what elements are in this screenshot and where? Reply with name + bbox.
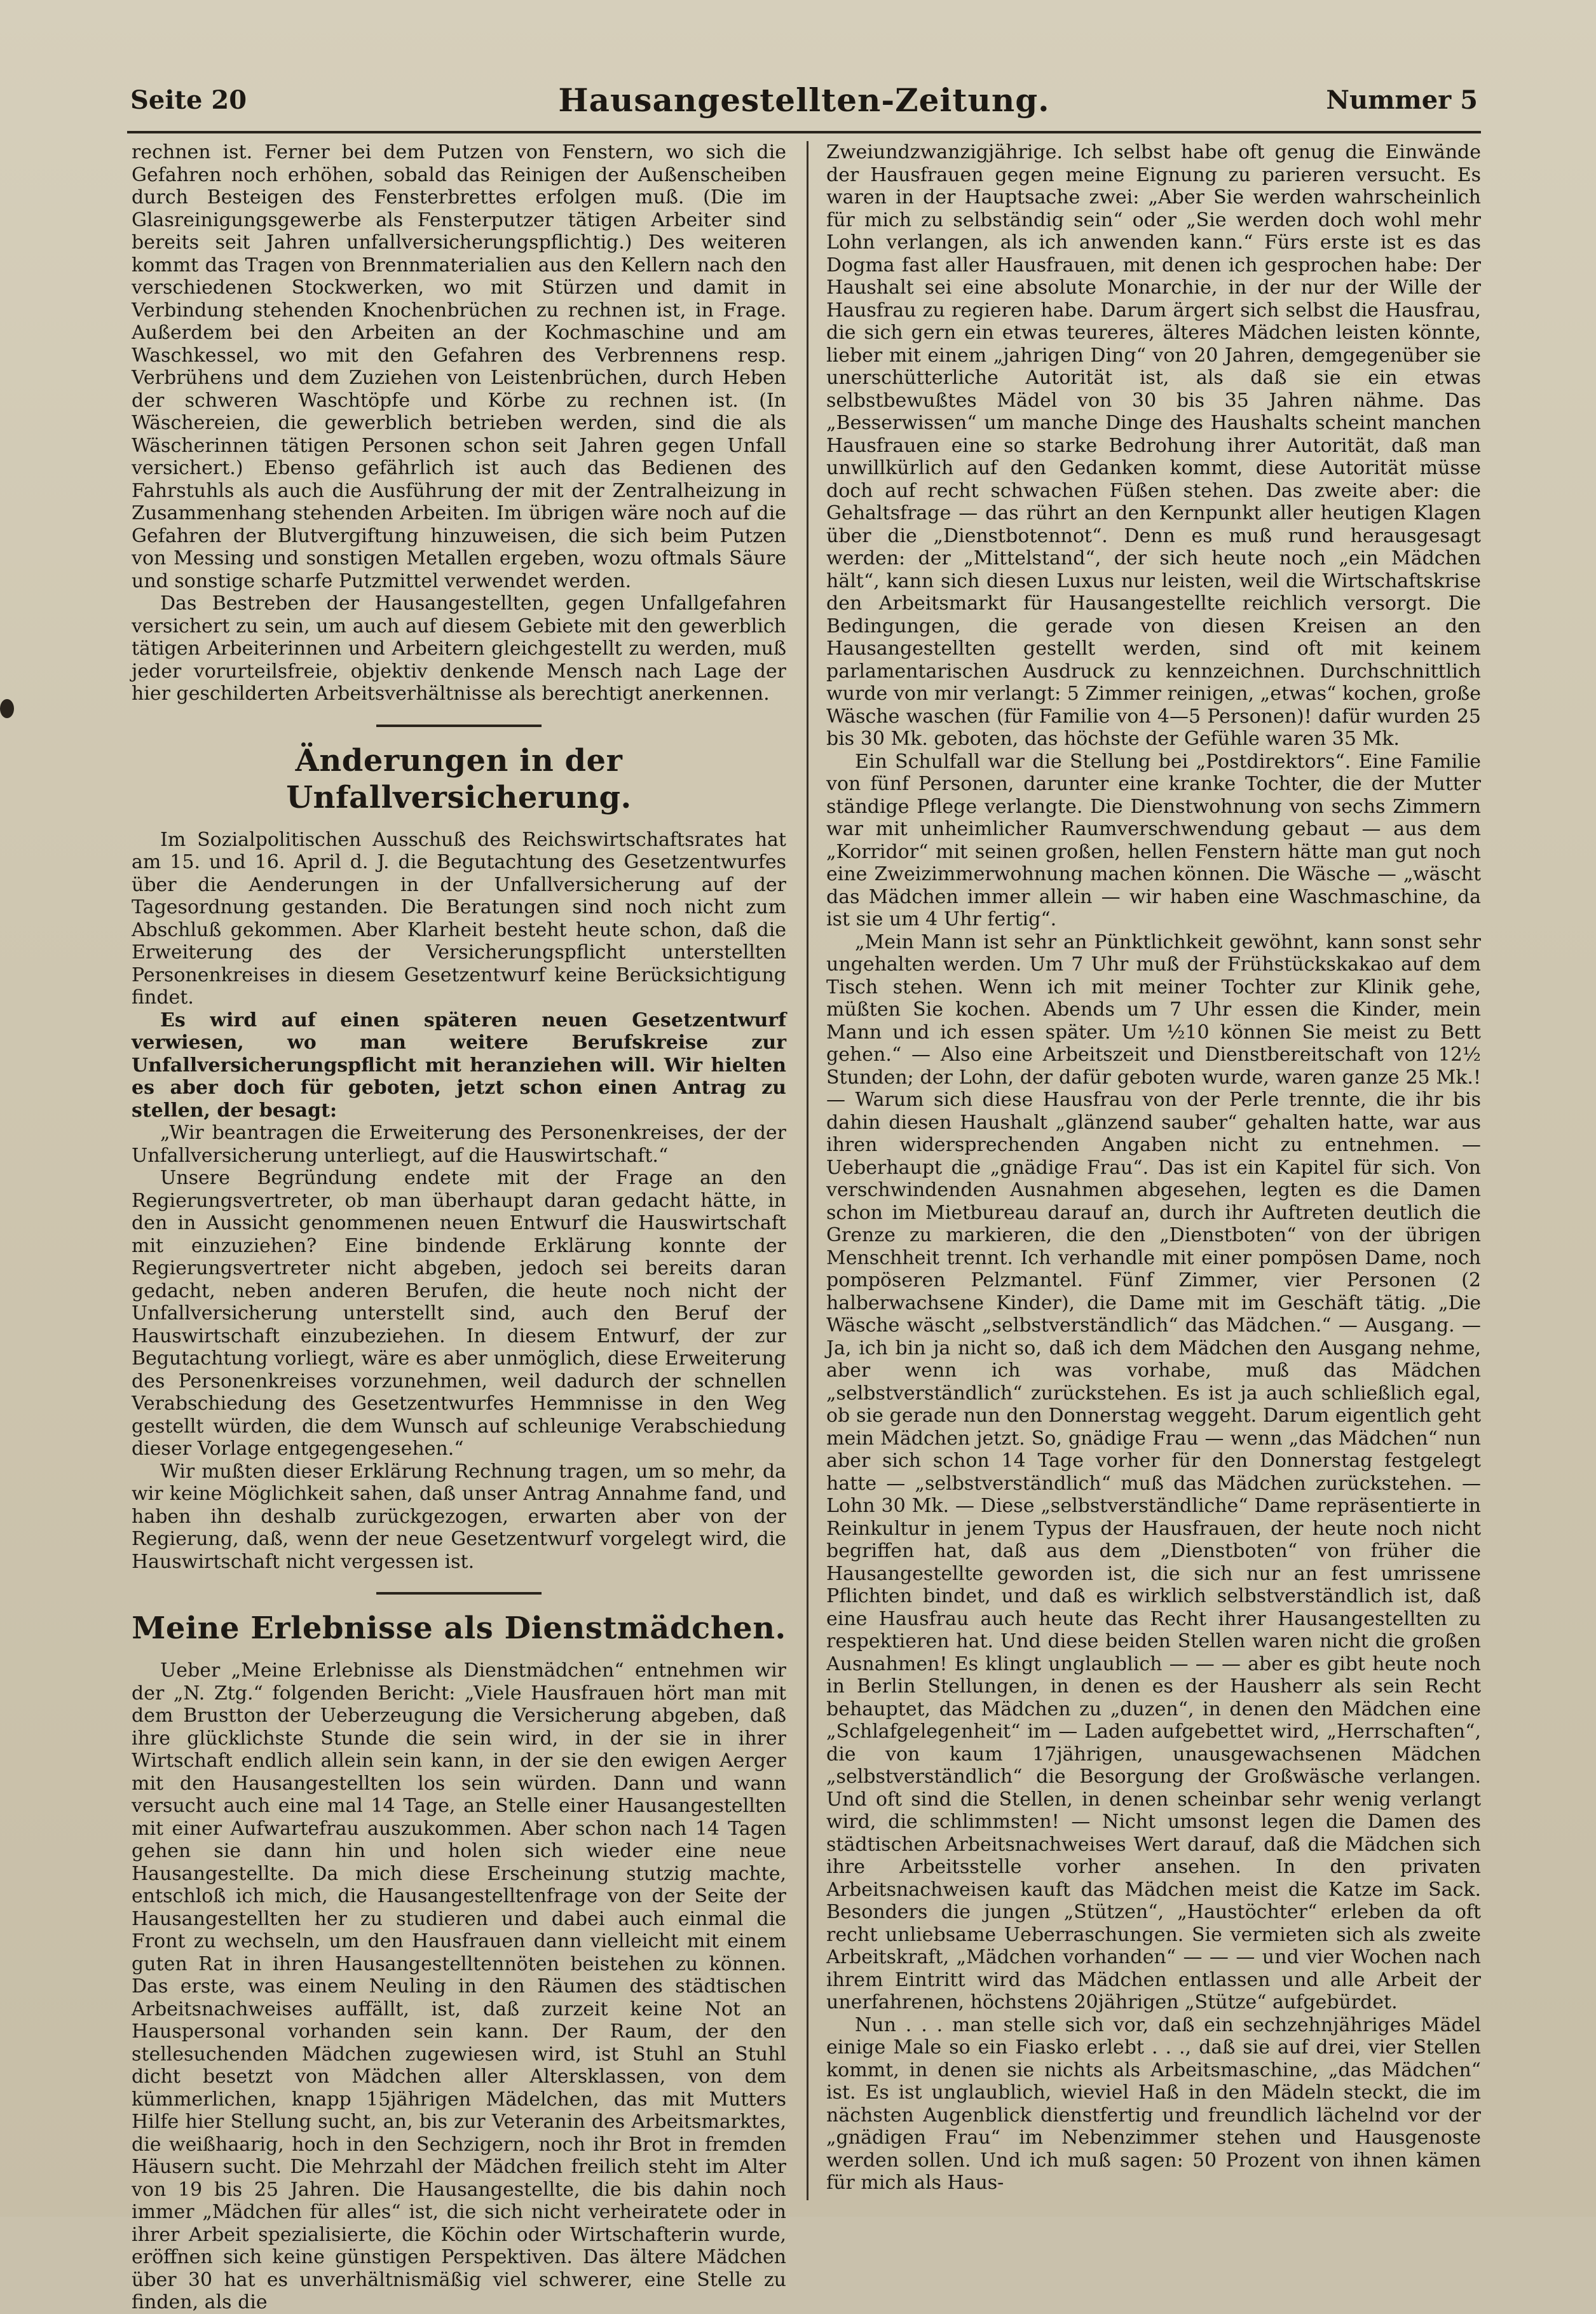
newspaper-title: Hausangestellten-Zeitung.	[558, 81, 1050, 119]
column-divider	[807, 141, 808, 2200]
headline-unfallversicherung: Änderungen in der Unfallversicherung.	[286, 742, 632, 815]
header-rule	[127, 131, 1481, 133]
article-continuation-paragraph: rechnen ist. Ferner bei dem Putzen von Fenstern, wo sich die Gefahren noch erhöhen, sobald das Reinigen der Außenscheiben durch Besteigen des Fensterbrettes erfolgen muß. (Die im Glasreinigungsgewerbe als Fensterputzer tätigen Arbeiter sind bereits seit Jahren unfallversicherungspflichtig.) Des weiteren kommt das Tragen von Brennmaterialien aus den Kellern nach den verschiedenen Stockwerken, wo mit Stürzen und damit in Verbindung stehenden Knochenbrüchen zu rechnen ist, in Frage. Außerdem bei den Arbeiten an der Kochmaschine und am Waschkessel, wo mit den Gefahren des Verbrennens resp. Verbrühens und dem Zuziehen von Leistenbrüchen, durch Heben der schweren Waschtöpfe und Körbe zu rechnen ist. (In Wäschereien, die gewerblich betrieben werden, sind die als Wäscherinnen tätigen Personen schon seit Jahren gegen Unfall versichert.) Ebenso gefährlich ist auch das Bedienen des Fahrstuhls als auch die Ausführung der mit der Zentralheizung in Zusammenhang stehenden Arbeiten. Im übrigen wäre noch auf die Gefahren der Blutvergiftung hinzuweisen, die sich beim Putzen von Messing und sonstigen Metallen ergeben, wozu oftmals Säure und sonstige scharfe Putzmittel verwendet werden.	[132, 141, 786, 592]
issue-number: Nummer 5	[1326, 85, 1478, 115]
ink-blot	[0, 699, 14, 718]
left-column	[132, 141, 786, 2314]
quoted-motion: „Wir beantragen die Erweiterung des Personenkreises, der der Unfallversicherung unterliegt, auf die Hauswirtschaft.“	[132, 1122, 786, 1167]
article-paragraph: Ein Schulfall war die Stellung bei „Postdirektors“. Eine Familie von fünf Personen, darunter eine kranke Tochter, die der Mutter ständige Pflege verlangte. Die Dienstwohnung von sechs Zimmern war mit unheimlicher Raumverschwendung gebaut — aus dem „Korridor“ mit seinen großen, hellen Fenstern hätte man gut noch eine Zweizimmerwohnung machen können. Die Wäsche — „wäscht das Mädchen immer allein — wir haben eine Waschmaschine, da ist sie um 4 Uhr fertig“.	[826, 750, 1481, 930]
article-paragraph: Im Sozialpolitischen Ausschuß des Reichswirtschaftsrates hat am 15. und 16. April d. J. die Begutachtung des Gesetzentwurfes über die Aenderungen in der Unfallversicherung auf der Tagesordnung gestanden. Die Beratungen sind noch nicht zum Abschluß gekommen. Aber Klarheit besteht heute schon, daß die Erweiterung des der Versicherungspflicht unterstellten Personenkreises in diesem Gesetzentwurf keine Berücksichtigung findet.	[132, 828, 786, 1009]
article-paragraph: Ueber „Meine Erlebnisse als Dienstmädchen“ entnehmen wir der „N. Ztg.“ folgenden Bericht: „Viele Hausfrauen hört man mit dem Brustton der Ueberzeugung die Versicherung abgeben, daß ihre glücklichste Stunde die sein wird, in der sie in ihrer Wirtschaft endlich allein sein kann, in der sie den ewigen Aerger mit den Hausangestellten los sein würden. Dann und wann versucht auch eine mal 14 Tage, an Stelle einer Hausangestellten mit einer Aufwartefrau auszukommen. Aber schon nach 14 Tagen gehen sie dann hin und holen sich wieder eine neue Hausangestellte. Da mich diese Erscheinung stutzig machte, entschloß ich mich, die Hausangestelltenfrage von der Seite der Hausangestellten her zu studieren und dabei auch einmal die Front zu wechseln, um den Hausfrauen dann vielleicht mit einem guten Rat in ihren Hausangestelltennöten beistehen zu können. Das erste, was einem Neuling in den Räumen des städtischen Arbeitsnachweises auffällt, ist, daß zurzeit keine Not an Hauspersonal vorhanden sein kann. Der Raum, der den stellesuchenden Mädchen zugewiesen wird, ist Stuhl an Stuhl dicht besetzt von Mädchen aller Altersklassen, von dem kümmerlichen, knapp 15jährigen Mädelchen, das mit Mutters Hilfe hier Stellung sucht, an, bis zur Veteranin des Arbeitsmarktes, die weißhaarig, hoch in den Sechzigern, noch ihr Brot in fremden Häusern sucht. Die Mehrzahl der Mädchen freilich steht im Alter von 19 bis 25 Jahren. Die Hausangestellte, die bis dahin noch immer „Mädchen für alles“ ist, die sich nicht verheiratete oder in ihrer Arbeit spezialisierte, die Köchin oder Wirtschafterin wurde, eröffnen sich keine günstigen Perspektiven. Das ältere Mädchen über 30 hat es unverhältnismäßig viel schwerer, eine Stelle zu finden, als die	[132, 1659, 786, 2313]
article-paragraph: Es wird auf einen späteren neuen Gesetzentwurf verwiesen, wo man weitere Berufskreise zur Unfallversicherungspflicht mit heranziehen will. Wir hielten es aber doch für geboten, jetzt schon einen Antrag zu stellen, der besagt:	[132, 1009, 786, 1122]
section-divider	[376, 725, 542, 727]
article-paragraph: Nun . . . man stelle sich vor, daß ein sechzehnjähriges Mädel einige Male so ein Fiasko erlebt . . ., daß sie auf drei, vier Stellen kommt, in denen sie nichts als Arbeitsmaschine, „das Mädchen“ ist. Es ist unglaublich, wieviel Haß in den Mädeln steckt, die im nächsten Augenblick dienstfertig und freundlich lächelnd vor der „gnädigen Frau“ im Nebenzimmer stehen und Hausgenoste werden sollen. Und ich muß sagen: 50 Prozent von ihnen kämen für mich als Haus-	[826, 2013, 1481, 2194]
article-continuation-paragraph: Das Bestreben der Hausangestellten, gegen Unfallgefahren versichert zu sein, um auch auf diesem Gebiete mit den gewerblich tätigen Arbeiterinnen und Arbeitern gleichgestellt zu werden, muß jeder vorurteilsfreie, objektiv denkende Mensch nach Lage der hier geschilderten Arbeitsverhältnisse als berechtigt anerkennen.	[132, 592, 786, 705]
section-divider	[376, 1592, 542, 1595]
right-column	[826, 141, 1481, 2195]
article-paragraph: „Mein Mann ist sehr an Pünktlichkeit gewöhnt, kann sonst sehr ungehalten werden. Um 7 Uhr muß der Frühstückskakao auf dem Tisch stehen. Wenn ich mit meiner Tochter zur Klinik gehe, müßten Sie kochen. Abends um 7 Uhr essen die Kinder, mein Mann und ich essen später. Um ½10 können Sie meist zu Bett gehen.“ — Also eine Arbeitszeit und Dienstbereitschaft von 12½ Stunden; der Lohn, der dafür geboten wurde, waren ganze 25 Mk.! — Warum sich diese Hausfrau von der Perle trennte, die ihr bis dahin diesen Haushalt „glänzend sauber“ gehalten hatte, war aus ihren widersprechenden Angaben nicht zu entnehmen. — Ueberhaupt die „gnädige Frau“. Das ist ein Kapitel für sich. Von verschwindenden Ausnahmen abgesehen, legten es die Damen schon im Mietbureau darauf an, durch ihr Auftreten deutlich die Grenze zu markieren, die den „Dienstboten“ von der übrigen Menschheit trennt. Ich verhandle mit einer pompösen Dame, noch pompöseren Pelzmantel. Fünf Zimmer, vier Personen (2 halberwachsene Kinder), die Dame mit im Geschäft tätig. „Die Wäsche wäscht „selbstverständlich“ das Mädchen.“ — Ausgang. — Ja, ich bin ja nicht so, daß ich dem Mädchen den Ausgang nehme, aber wenn ich was vorhabe, muß das Mädchen „selbstverständlich“ zurückstehen. Es ist ja auch schließlich egal, ob sie gerade nun den Donnerstag weggeht. Darum eigentlich geht mein Mädchen jetzt. So, gnädige Frau — wenn „das Mädchen“ nun aber sich schon 14 Tage vorher für den Donnerstag festgelegt hatte — „selbstverständlich“ muß das Mädchen zurückstehen. — Lohn 30 Mk. — Diese „selbstverständliche“ Dame repräsentierte in Reinkultur in jenem Typus der Hausfrauen, der heute noch nicht begriffen hat, daß aus dem „Dienstboten“ von früher die Hausangestellte geworden ist, die sich nur an fest umrissene Pflichten bindet, und daß es wirklich selbstverständlich ist, daß eine Hausfrau auch heute das Recht ihrer Hausangestellten zu respektieren hat. Und diese beiden Stellen waren nicht die großen Ausnahmen! Es klingt unglaublich — — — aber es gibt heute noch in Berlin Stellungen, in denen es der Hausherr als sein Recht behauptet, das Mädchen zu „duzen“, in denen den Mädchen eine „Schlafgelegenheit“ im — Laden aufgebettet wird, „Herrschaften“, die von kaum 17jährigen, unausgewachsenen Mädchen „selbstverständlich“ die Besorgung der Großwäsche verlangen. Und oft sind die Stellen, in denen scheinbar sehr wenig verlangt wird, die schlimmsten! — Nicht umsonst legen die Damen des städtischen Arbeitsnachweises Wert darauf, daß die Mädchen sich ihre Arbeitsstelle vorher ansehen. In den privaten Arbeitsnachweisen kauft das Mädchen meist die Katze im Sack. Besonders die jungen „Stützen“, „Haustöchter“ erleben da oft recht unliebsame Ueberraschungen. Sie vermieten sich als zweite Arbeitskraft, „Mädchen vorhanden“ — — — und vier Wochen nach ihrem Eintritt wird das Mädchen entlassen und alle Arbeit der unerfahrenen, höchstens 20jährigen „Stütze“ aufgebürdet.	[826, 930, 1481, 2013]
page-header	[130, 81, 1478, 119]
article-paragraph: Unsere Begründung endete mit der Frage an den Regierungsvertreter, ob man überhaupt daran gedacht hätte, in den in Aussicht genommenen neuen Entwurf die Hauswirtschaft mit einzuziehen? Eine bindende Erklärung konnte der Regierungsvertreter nicht abgeben, jedoch sei bereits daran gedacht, neben anderen Berufen, die heute noch nicht der Unfallversicherung unterstellt sind, auch den Beruf der Hauswirtschaft einzubeziehen. In diesem Entwurf, der zur Begutachtung vorliegt, wäre es aber unmöglich, diese Erweiterung des Personenkreises vorzunehmen, weil dadurch der schnellen Verabschiedung des Gesetzentwurfes Hemmnisse in den Weg gestellt würden, die dem Wunsch auf schleunige Verabschiedung dieser Vorlage entgegengesehen.“	[132, 1167, 786, 1460]
page-number: Seite 20	[130, 85, 247, 115]
article-paragraph: Zweiundzwanzigjährige. Ich selbst habe oft genug die Einwände der Hausfrauen gegen meine Eignung zu parieren versucht. Es waren in der Hauptsache zwei: „Aber Sie werden wahrscheinlich für mich zu selbständig sein“ oder „Sie werden doch wohl mehr Lohn verlangen, als ich anwenden kann.“ Fürs erste ist es das Dogma fast aller Hausfrauen, mit denen ich gesprochen habe: Der Haushalt sei eine absolute Monarchie, in der nur der Wille der Hausfrau zu regieren habe. Darum ärgert sich selbst die Hausfrau, die sich gern ein etwas teureres, älteres Mädchen leisten könnte, lieber mit einem „jahrigen Ding“ von 20 Jahren, demgegenüber sie unerschütterliche Autorität ist, als daß sie ein etwas selbstbewußtes Mädel von 30 bis 35 Jahren nähme. Das „Besserwissen“ um manche Dinge des Haushalts scheint manchen Hausfrauen eine so starke Bedrohung ihrer Autorität, daß man unwillkürlich auf den Gedanken kommt, diese Autorität müsse doch auf recht schwachen Füßen stehen. Das zweite aber: die Gehaltsfrage — das rührt an den Kernpunkt aller heutigen Klagen über die „Dienstbotennot“. Denn es muß rund herausgesagt werden: der „Mittelstand“, der sich heute noch „ein Mädchen hält“, kann sich diesen Luxus nur leisten, weil die Wirtschaftskrise den Arbeitsmarkt für Hausangestellte reichlich versorgt. Die Bedingungen, die gerade von diesen Kreisen an den Hausangestellten gestellt werden, sind oft mit keinem parlamentarischen Ausdruck zu kennzeichnen. Durchschnittlich wurde von mir verlangt: 5 Zimmer reinigen, „etwas“ kochen, große Wäsche waschen (für Familie von 4—5 Personen)! dafür wurden 25 bis 30 Mk. geboten, das höchste der Gefühle waren 35 Mk.	[826, 141, 1481, 750]
headline-dienstmaedchen: Meine Erlebnisse als Dienstmädchen.	[132, 1610, 786, 1646]
article-paragraph: Wir mußten dieser Erklärung Rechnung tragen, um so mehr, da wir keine Möglichkeit sahen, daß unser Antrag Annahme fand, und haben ihn deshalb zurückgezogen, erwarten aber von der Regierung, daß, wenn der neue Gesetzentwurf vorgelegt wird, die Hauswirtschaft nicht vergessen ist.	[132, 1460, 786, 1573]
